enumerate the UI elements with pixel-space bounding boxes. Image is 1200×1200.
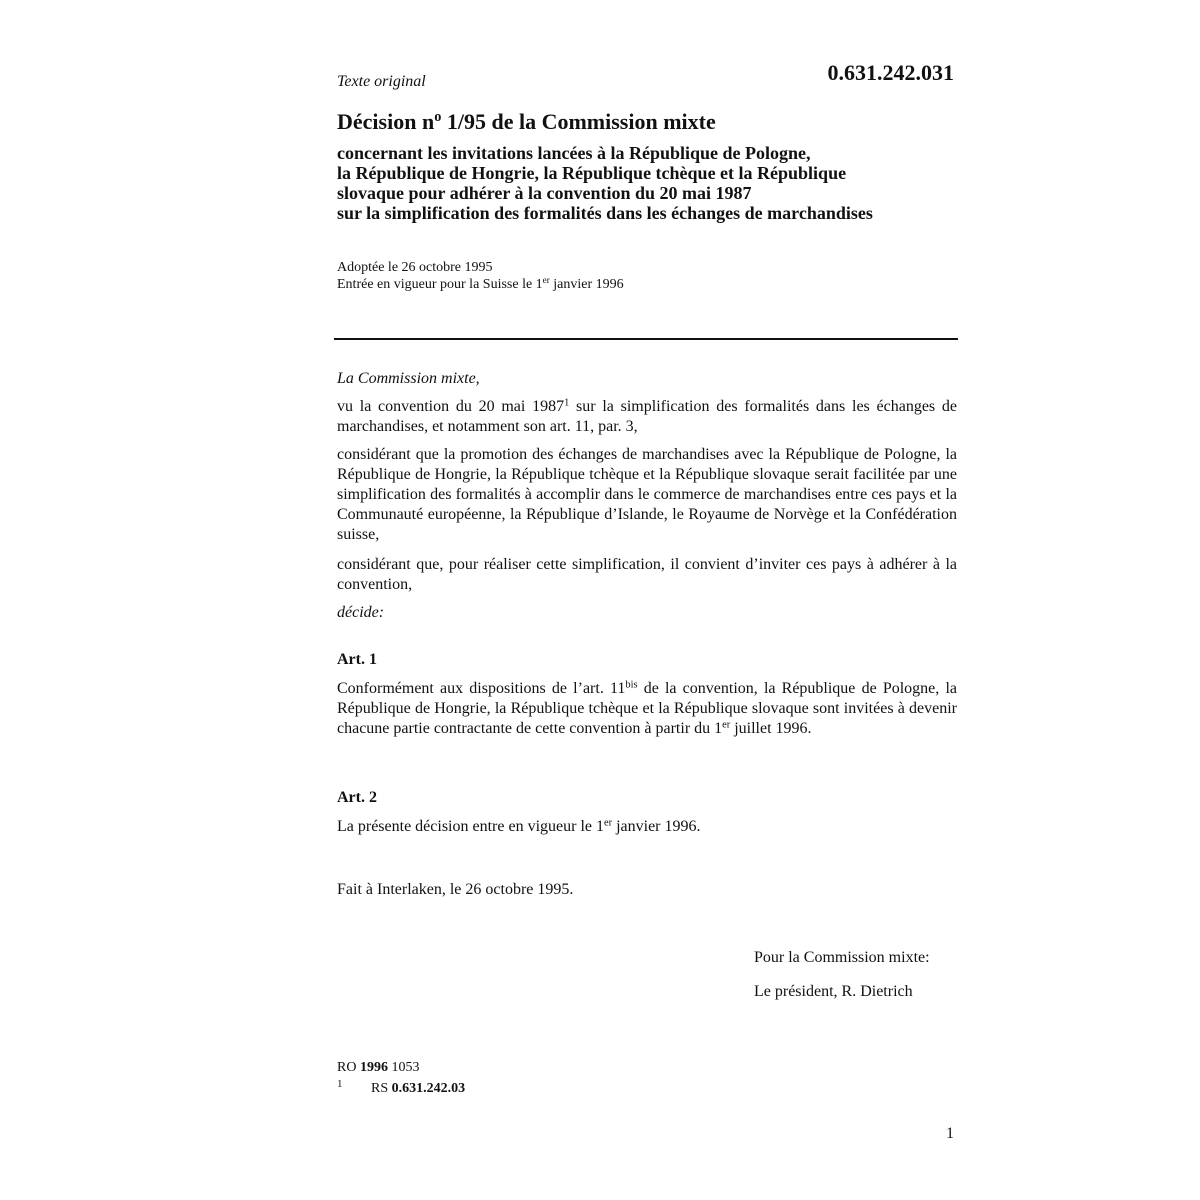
official-compilation-reference: RO 1996 1053 xyxy=(337,1060,420,1075)
subtitle-line: concernant les invitations lancées à la République de Pologne, xyxy=(337,143,811,163)
article-2-text: La présente décision entre en vigueur le 1er janvier 1996. xyxy=(337,817,701,835)
preamble-paragraph-1: vu la convention du 20 mai 1987$^1$ sur la simplification des formalités dans les échanges de marchandises, et notamment son art. 11, par. 3, xyxy=(337,397,957,435)
preamble-paragraph-2: considérant que la promotion des échanges de marchandises avec la République de Pologne, la République de Hongrie, la République tchèque et la République slovaque serait facilitée par une simplification des formalités à accomplir dans le commerce de marchandises entre ces pays et la Communauté européenne, la République d’Islande, le Royaume de Norvège et la Confédération suisse, xyxy=(337,446,957,543)
decision-subtitle xyxy=(337,143,957,223)
adoption-info xyxy=(337,259,957,293)
footnote xyxy=(337,1078,637,1099)
signature-line: Pour la Commission mixte: xyxy=(754,949,930,966)
subtitle-line: slovaque pour adhérer à la convention du 20 mai 1987 xyxy=(337,183,752,203)
adoption-date: Adoptée le 26 octobre 1995 xyxy=(337,260,493,275)
decides-label: décide: xyxy=(337,604,385,621)
footnote-reference: 1 xyxy=(564,397,570,409)
preamble-heading: La Commission mixte, xyxy=(337,370,480,387)
rs-number: 0.631.242.031 xyxy=(827,60,954,85)
footnote-text: RS 0.631.242.03 xyxy=(371,1081,466,1096)
original-text-label: Texte original xyxy=(337,73,426,90)
preamble-paragraph-3: considérant que, pour réaliser cette simplification, il convient d’inviter ces pays à adhérer à la convention, xyxy=(337,556,957,593)
signatory-name: Le président, R. Dietrich xyxy=(754,983,913,1000)
decision-title: Décision $n^o$ 1/95 de la Commission mixte xyxy=(337,109,716,134)
subtitle-line: sur la simplification des formalités dans les échanges de marchandises xyxy=(337,203,873,223)
subtitle-line: la République de Hongrie, la République tchèque et la République xyxy=(337,163,847,183)
article-1-heading: Art. 1 xyxy=(337,651,377,668)
place-and-date: Fait à Interlaken, le 26 octobre 1995. xyxy=(337,881,574,898)
entry-into-force: Entrée en vigueur pour la Suisse le 1er janvier 1996 xyxy=(337,275,624,292)
article-2-heading: Art. 2 xyxy=(337,789,377,806)
footnote-number: 1 xyxy=(337,1078,343,1090)
page-number: 1 xyxy=(946,1125,954,1142)
header-divider xyxy=(334,338,958,340)
article-1-text: Conformément aux dispositions de l’art. $11^{bis}$ de la convention, la République de Pologne, la République de Hongrie, la République tchèque et la République slovaque sont invitées à devenir chacune partie contractante de cette convention à partir du 1er juillet 1996. xyxy=(337,679,957,737)
